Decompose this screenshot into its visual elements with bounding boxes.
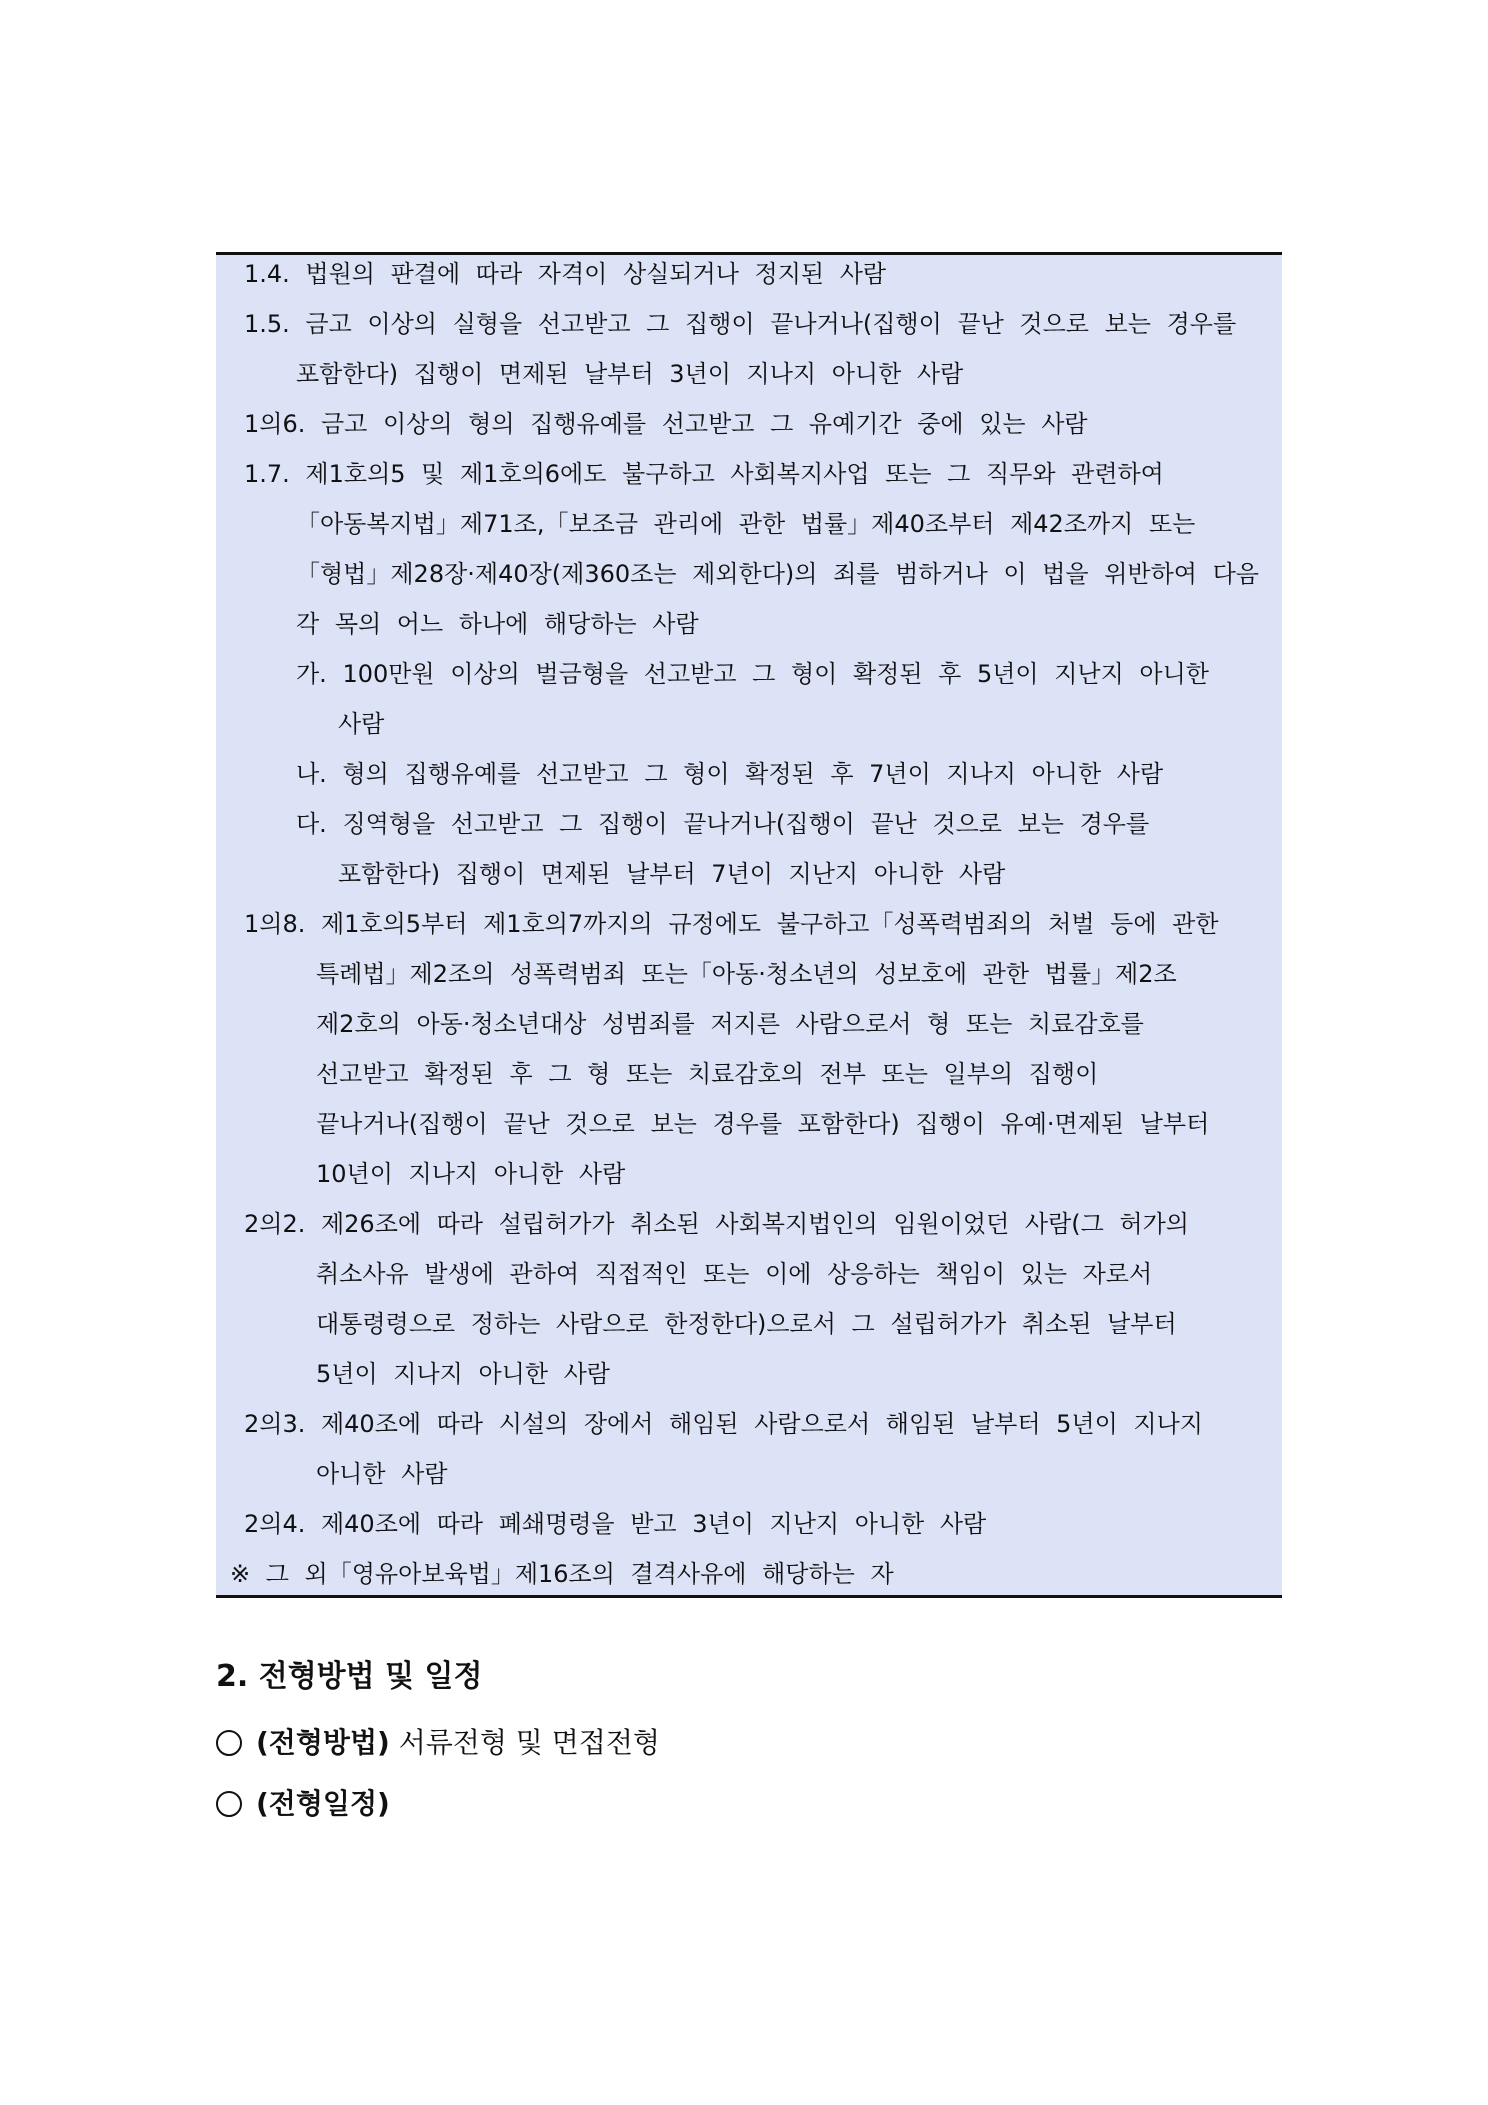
box-line: 「아동복지법」제71조,「보조금 관리에 관한 법률」제40조부터 제42조까지 또는 [296,510,1196,538]
box-line: 특례법」제2조의 성폭력범죄 또는「아동·청소년의 성보호에 관한 법률」제2조 [316,960,1177,988]
section-heading: 2. 전형방법 및 일정 [216,1659,483,1694]
box-line: 1.4. 법원의 판결에 따라 자격이 상실되거나 정지된 사람 [244,260,887,288]
box-line: 아니한 사람 [316,1460,448,1488]
box-line: 가. 100만원 이상의 벌금형을 선고받고 그 형이 확정된 후 5년이 지난지 아니한 [296,660,1209,688]
box-line: 「형법」제28장·제40장(제360조는 제외한다)의 죄를 범하거나 이 법을 위반하여 다음 [296,560,1259,588]
box-line: 1.5. 금고 이상의 실형을 선고받고 그 집행이 끝나거나(집행이 끝난 것으로 보는 경우를 [244,310,1237,338]
bullet-label: (전형방법) [256,1726,390,1759]
box-line: 대통령령으로 정하는 사람으로 한정한다)으로서 그 설립허가가 취소된 날부터 [316,1310,1177,1338]
box-line: 1의6. 금고 이상의 형의 집행유예를 선고받고 그 유예기간 중에 있는 사람 [244,410,1088,438]
circle-bullet-icon [216,1791,242,1817]
box-line: 끝나거나(집행이 끝난 것으로 보는 경우를 포함한다) 집행이 유예·면제된 날부터 [316,1110,1210,1138]
box-line: 포함한다) 집행이 면제된 날부터 7년이 지난지 아니한 사람 [338,860,1006,888]
box-line: 다. 징역형을 선고받고 그 집행이 끝나거나(집행이 끝난 것으로 보는 경우를 [296,810,1150,838]
box-line: 5년이 지나지 아니한 사람 [316,1360,610,1388]
box-line: ※ 그 외「영유아보육법」제16조의 결격사유에 해당하는 자 [230,1560,894,1588]
box-line: 1의8. 제1호의5부터 제1호의7까지의 규정에도 불구하고「성폭력범죄의 처벌 등에 관한 [244,910,1219,938]
bullet-label: (전형일정) [256,1787,390,1820]
box-line: 각 목의 어느 하나에 해당하는 사람 [296,610,699,638]
box-line: 2의2. 제26조에 따라 설립허가가 취소된 사회복지법인의 임원이었던 사람(그 허가의 [244,1210,1189,1238]
box-line: 제2호의 아동·청소년대상 성범죄를 저지른 사람으로서 형 또는 치료감호를 [316,1010,1144,1038]
box-line: 10년이 지나지 아니한 사람 [316,1160,626,1188]
box-line: 1.7. 제1호의5 및 제1호의6에도 불구하고 사회복지사업 또는 그 직무와 관련하여 [244,460,1164,488]
bullet-text: 서류전형 및 면접전형 [389,1726,660,1759]
box-line: 포함한다) 집행이 면제된 날부터 3년이 지나지 아니한 사람 [296,360,964,388]
box-line: 2의4. 제40조에 따라 폐쇄명령을 받고 3년이 지난지 아니한 사람 [244,1510,987,1538]
box-line: 2의3. 제40조에 따라 시설의 장에서 해임된 사람으로서 해임된 날부터 5년이 지나지 [244,1410,1203,1438]
box-line: 취소사유 발생에 관하여 직접적인 또는 이에 상응하는 책임이 있는 자로서 [316,1260,1153,1288]
box-line: 사람 [338,710,385,738]
bullet-selection-method [216,1725,660,1761]
box-line: 선고받고 확정된 후 그 형 또는 치료감호의 전부 또는 일부의 집행이 [316,1060,1099,1088]
bullet-selection-schedule [216,1786,390,1822]
box-line: 나. 형의 집행유예를 선고받고 그 형이 확정된 후 7년이 지나지 아니한 사람 [296,760,1164,788]
circle-bullet-icon [216,1730,242,1756]
